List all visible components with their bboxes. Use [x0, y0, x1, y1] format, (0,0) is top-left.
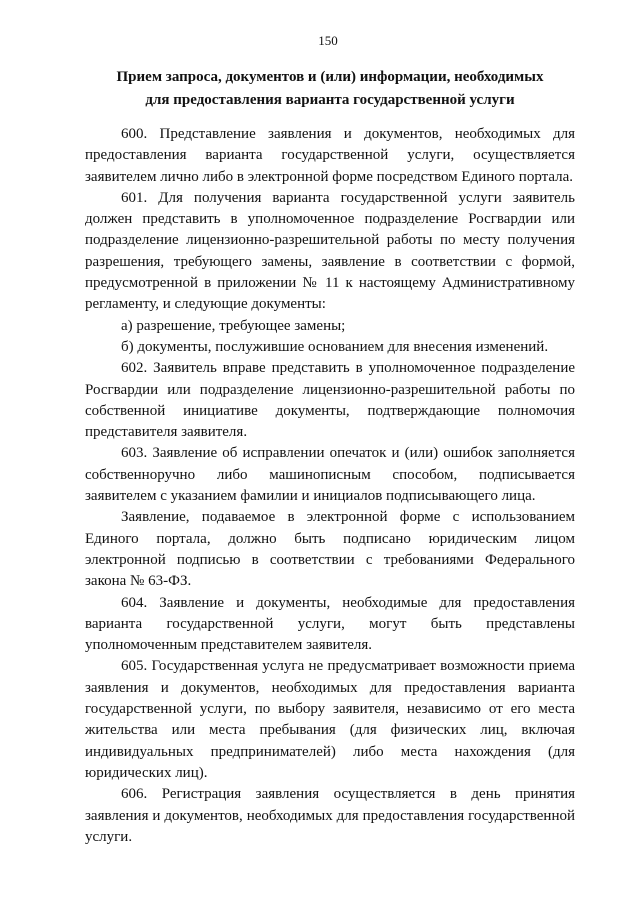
page-number: 150: [318, 33, 338, 48]
paragraph-605: 605. Государственная услуга не предусматривает возможности приема заявления и документов, необходимых для предоставления варианта государственной услуги, по выбору заявителя, независимо от его места жительства или места пребывания (для физических лиц, включая индивидуальных предпринимателей) либо места нахождения (для юридических лиц).: [85, 658, 575, 781]
paragraph-603-continuation: Заявление, подаваемое в электронной форме с использованием Единого портала, должно быть подписано юридическим лицом электронной подписью в соответствии с требованиями Федерального закона № 63-ФЗ.: [85, 509, 575, 590]
section-heading: [85, 66, 575, 112]
paragraph-601: 601. Для получения варианта государственной услуги заявитель должен представить в уполномоченное подразделение Росгвардии или подразделение лицензионно-разрешительной работы по месту получения разрешения, требующего замены, заявление в соответствии с формой, предусмотренной в приложении № 11 к настоящему Административному регламенту, и следующие документы:: [85, 189, 575, 313]
paragraph-602: 602. Заявитель вправе представить в уполномоченное подразделение Росгвардии или подразделение лицензионно-разрешительной работы по собственной инициативе документы, подтверждающие полномочия представителя заявителя.: [85, 360, 575, 441]
paragraph-600: 600. Представление заявления и документов, необходимых для предоставления варианта государственной услуги, осуществляется заявителем лично либо в электронной форме посредством Единого портала.: [85, 126, 575, 185]
list-item-b: б) документы, послужившие основанием для внесения изменений.: [121, 338, 549, 355]
paragraph-604: 604. Заявление и документы, необходимые для предоставления варианта государственной услуги, могут быть представлены уполномоченным представителем заявителя.: [85, 594, 575, 654]
document-body: [85, 124, 575, 848]
list-item-a: а) разрешение, требующее замены;: [121, 317, 346, 334]
paragraph-606: 606. Регистрация заявления осуществляется в день принятия заявления и документов, необходимых для предоставления государственной услуги.: [85, 786, 575, 845]
heading-line-1: Прием запроса, документов и (или) информации, необходимых: [116, 69, 544, 85]
heading-line-2: для предоставления варианта государственной услуги: [145, 92, 515, 108]
paragraph-603: 603. Заявление об исправлении опечаток и (или) ошибок заполняется собственноручно либо машинописным способом, подписывается заявителем с указанием фамилии и инициалов подписывающего лица.: [85, 445, 575, 505]
